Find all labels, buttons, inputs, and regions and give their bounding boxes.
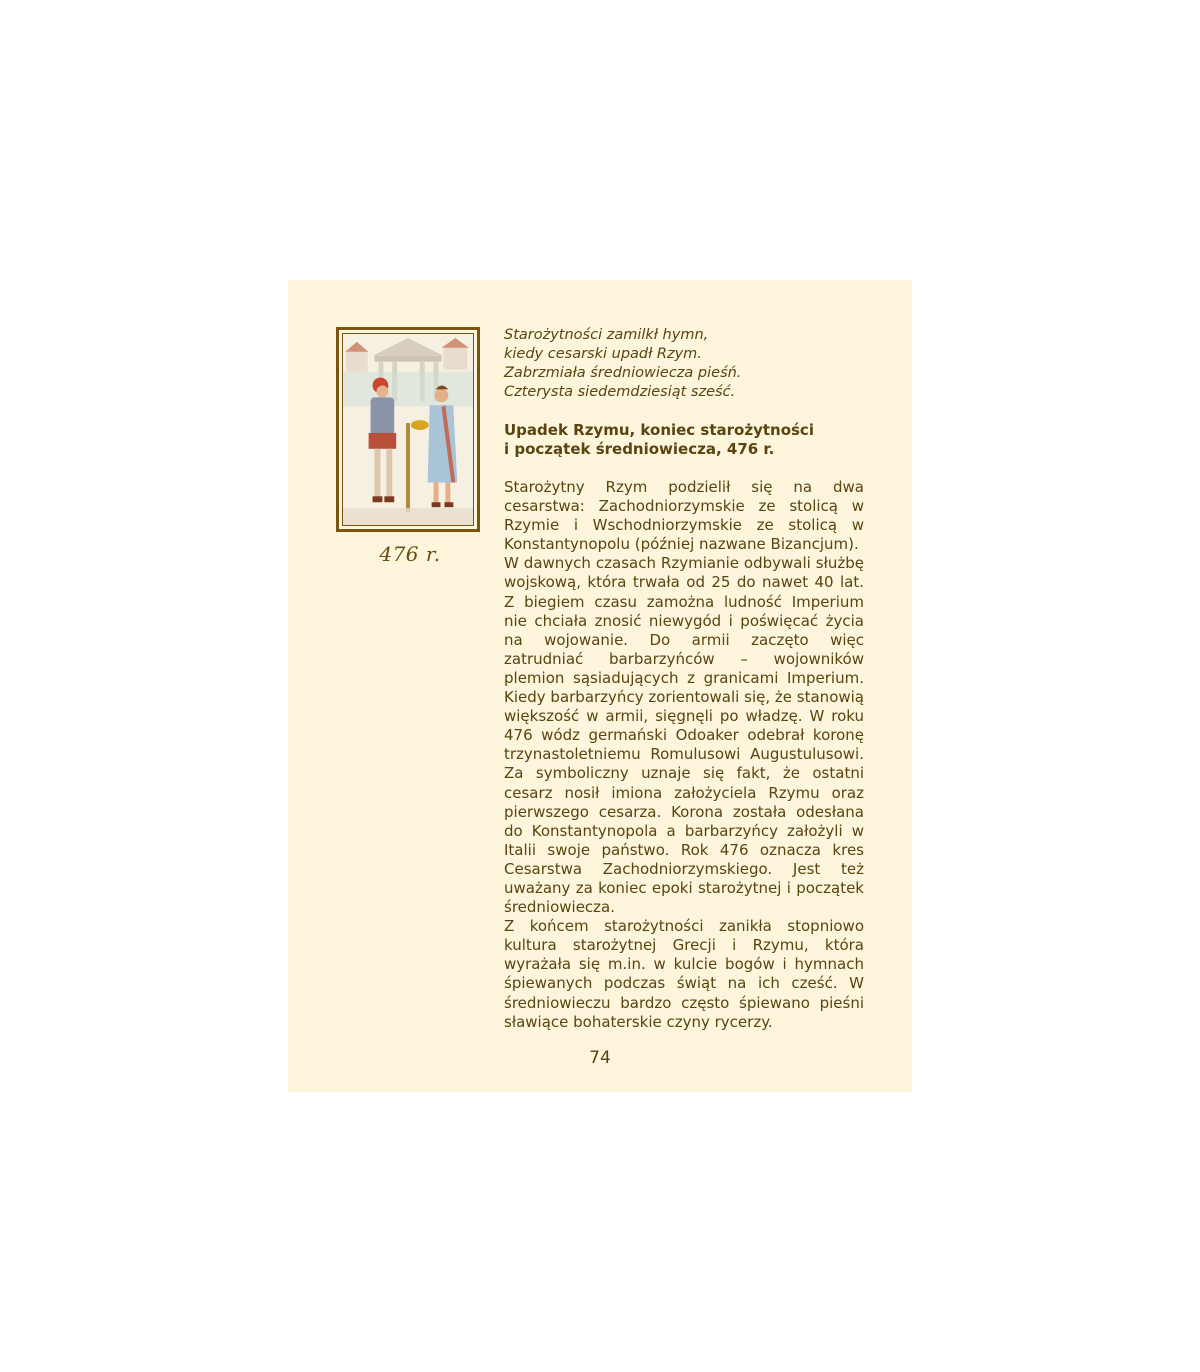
paragraph: W dawnych czasach Rzymianie odbywali służbę wojskową, która trwała od 25 do nawet 40 lat. Z biegiem czasu zamożna ludność Imperium nie chciała znosić niewygód i poświęcać życia na wojowanie. Do armii zaczęto więc zatrudniać barbarzyńców – wojowników plemion sąsiadujących z granicami Imperium. Kiedy barbarzyńcy zorientowali się, że stanowią większość w armii, sięgnęli po władzę. W roku 476 wódz germański Odoaker odebrał koronę trzynastoletniemu Romulusowi Augustulusowi. Za symboliczny uznaje się fakt, że ostatni cesarz nosił imiona założyciela Rzymu oraz pierwszego cesarza. Korona została odesłana do Konstantynopola a barbarzyńcy założyli w Italii swoje państwo. Rok 476 oznacza kres Cesarstwa Zachodniorzymskiego. Jest też uważany za koniec epoki starożytnej i początek średniowiecza. — [504, 554, 864, 917]
book-page — [288, 280, 912, 1092]
poem-line: Czterysta siedemdziesiąt sześć. — [504, 384, 736, 400]
illustration-roman-scene — [342, 333, 474, 526]
heading-line: Upadek Rzymu, koniec starożytności — [504, 421, 814, 439]
watercolor-illustration — [343, 334, 473, 525]
illustration-caption: 476 r. — [379, 542, 441, 566]
poem-line: kiedy cesarski upadł Rzym. — [504, 346, 702, 362]
poem — [504, 326, 864, 402]
body-text — [504, 478, 864, 1032]
paragraph: Z końcem starożytności zanikła stopniowo kultura starożytnej Grecji i Rzymu, która wyrażała się m.in. w kulcie bogów i hymnach śpiewanych podczas świąt na ich cześć. W średniowieczu bardzo często śpiewano pieśni sławiące bohaterskie czyny rycerzy. — [504, 917, 864, 1031]
text-column — [504, 326, 864, 1032]
illustration-frame — [336, 327, 480, 532]
section-heading — [504, 421, 864, 459]
page-number: 74 — [589, 1048, 611, 1068]
poem-line: Starożytności zamilkł hymn, — [504, 327, 709, 343]
paragraph: Starożytny Rzym podzielił się na dwa cesarstwa: Zachodniorzymskie ze stolicą w Rzymie i Wschodniorzymskie ze stolicą w Konstantynopolu (później nazwane Bizancjum). — [504, 478, 864, 554]
heading-line: i początek średniowiecza, 476 r. — [504, 440, 775, 458]
poem-line: Zabrzmiała średniowiecza pieśń. — [504, 365, 742, 381]
